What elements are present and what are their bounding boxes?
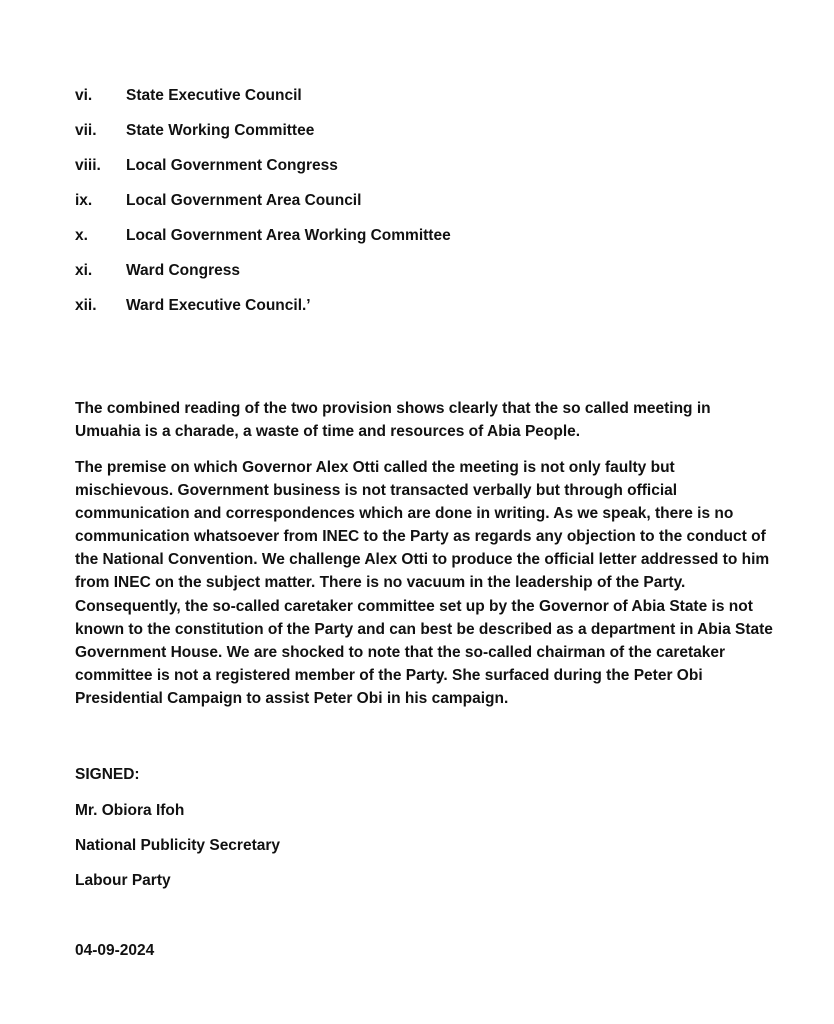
list-item-text: Ward Congress bbox=[126, 261, 240, 279]
list-item bbox=[75, 183, 775, 218]
list-item-text: State Executive Council bbox=[126, 86, 302, 104]
committee-list bbox=[75, 78, 775, 323]
list-item-number: viii. bbox=[75, 156, 101, 174]
list-item-number: ix. bbox=[75, 191, 93, 209]
list-item bbox=[75, 288, 775, 323]
signed-label: SIGNED: bbox=[75, 766, 140, 783]
list-item-text: Local Government Area Working Committee bbox=[126, 226, 451, 244]
list-item-text: Ward Executive Council.’ bbox=[126, 296, 311, 314]
list-item bbox=[75, 148, 775, 183]
body-paragraph-2: The premise on which Governor Alex Otti called the meeting is not only faulty but mischievous. Government business is not transacted verbally but through official communication and correspondences which are done in writing. As we speak, there is no communication whatsoever from INEC to the Party as regards any objection to the conduct of the National Convention. We challenge Alex Otti to produce the official letter addressed to him from INEC on the subject matter. There is no vacuum in the leadership of the Party. Consequently, the so-called caretaker committee set up by the Governor of Abia State is not known to the constitution of the Party and can best be described as a department in Abia State Government House. We are shocked to note that the so-called chairman of the caretaker committee is not a registered member of the Party. She surfaced during the Peter Obi Presidential Campaign to assist Peter Obi in his campaign. bbox=[75, 459, 773, 707]
list-item bbox=[75, 218, 775, 253]
list-item-number: vii. bbox=[75, 121, 97, 139]
list-item-number: xii. bbox=[75, 296, 97, 314]
list-item-number: vi. bbox=[75, 86, 93, 104]
list-item-text: State Working Committee bbox=[126, 121, 315, 139]
list-item bbox=[75, 113, 775, 148]
document-date: 04-09-2024 bbox=[75, 942, 155, 959]
party-name: Labour Party bbox=[75, 872, 171, 889]
body-paragraph-1: The combined reading of the two provision shows clearly that the so called meeting in Umuahia is a charade, a waste of time and resources of Abia People. bbox=[75, 400, 711, 441]
list-item-number: x. bbox=[75, 226, 88, 244]
list-item-text: Local Government Congress bbox=[126, 156, 338, 174]
list-item bbox=[75, 253, 775, 288]
list-item-number: xi. bbox=[75, 261, 93, 279]
list-item bbox=[75, 78, 775, 113]
signatory-title: National Publicity Secretary bbox=[75, 837, 281, 854]
signatory-name: Mr. Obiora Ifoh bbox=[75, 802, 185, 819]
list-item-text: Local Government Area Council bbox=[126, 191, 362, 209]
